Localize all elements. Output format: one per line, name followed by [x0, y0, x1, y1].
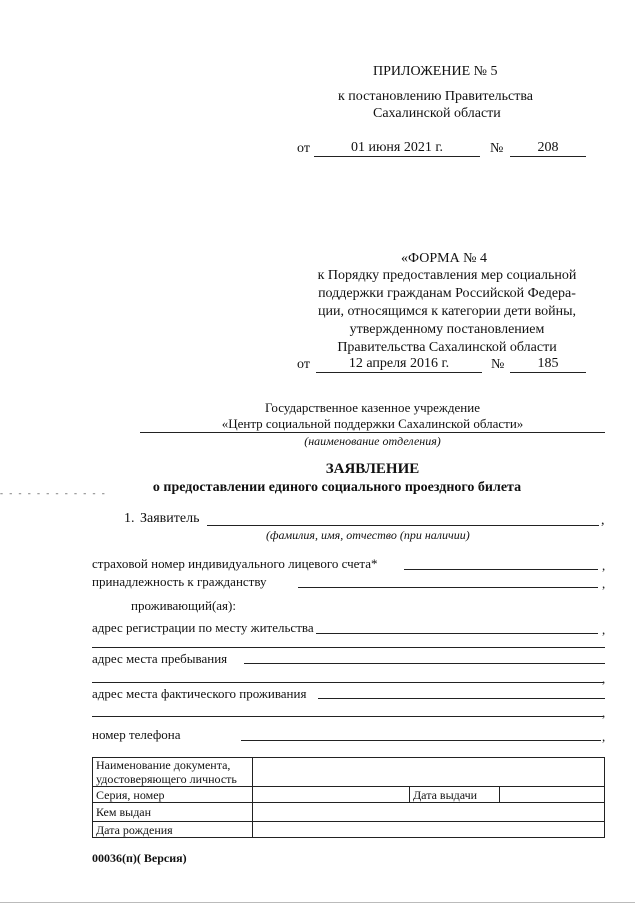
appendix-date-prefix: от — [297, 141, 310, 156]
appendix-line-1: к постановлению Правительства — [338, 89, 534, 104]
applicant-caption: (фамилия, имя, отчество (при наличии) — [266, 528, 470, 542]
actual-address-field-line-2[interactable] — [92, 716, 603, 717]
applicant-number: 1. — [124, 511, 135, 526]
stay-address-label: адрес места пребывания — [92, 651, 228, 666]
snils-field[interactable] — [404, 569, 598, 570]
appendix-title: ПРИЛОЖЕНИЕ № 5 — [373, 64, 498, 79]
table-row — [93, 758, 605, 787]
institution-line-2: «Центр социальной поддержки Сахалинской области» — [221, 416, 524, 431]
issued-by-cell[interactable] — [253, 803, 605, 822]
form-ref-num: 185 — [537, 356, 559, 371]
reg-address-label: адрес регистрации по месту жительства — [92, 620, 314, 635]
issue-date-label: Дата выдачи — [410, 787, 500, 803]
actual-address-field[interactable] — [318, 698, 605, 699]
stay-address-field-line-2[interactable] — [92, 682, 603, 683]
appendix-num-label: № — [490, 141, 504, 156]
residing-label: проживающий(ая): — [131, 598, 236, 613]
appendix-num: 208 — [537, 140, 559, 155]
id-document-table — [92, 757, 605, 838]
form-ref-date-prefix: от — [297, 357, 310, 372]
document-title: ЗАЯВЛЕНИЕ — [325, 461, 420, 477]
issued-by-label: Кем выдан — [93, 803, 253, 822]
appendix-num-underline — [510, 156, 586, 157]
applicant-field[interactable] — [207, 525, 599, 526]
institution-caption: (наименование отделения) — [304, 434, 441, 448]
birth-date-cell[interactable] — [253, 822, 605, 838]
applicant-comma: , — [601, 513, 605, 528]
form-ref-date: 12 апреля 2016 г. — [348, 356, 450, 371]
reg-address-comma: , — [602, 622, 606, 637]
citizenship-label: принадлежность к гражданству — [92, 574, 267, 589]
snils-label: страховой номер индивидуального лицевого счета* — [92, 556, 378, 571]
doc-name-label-line-2: удостоверяющего личность — [96, 772, 237, 786]
phone-field[interactable] — [241, 740, 601, 741]
series-label: Серия, номер — [93, 787, 253, 803]
margin-dashes: - - - - - - - - - - - - — [0, 488, 107, 498]
applicant-label: Заявитель — [140, 511, 200, 526]
stay-address-field[interactable] — [244, 663, 605, 664]
actual-address-comma: , — [602, 705, 606, 720]
form-ref-line: поддержки гражданам Российской Федера- — [318, 286, 576, 301]
page-bottom-edge — [0, 902, 635, 903]
reg-address-field[interactable] — [316, 633, 598, 634]
document-subtitle: о предоставлении единого социального проездного билета — [152, 480, 522, 495]
form-ref-num-underline — [510, 372, 586, 373]
appendix-date-underline — [314, 156, 480, 157]
appendix-date: 01 июня 2021 г. — [350, 140, 444, 155]
phone-label: номер телефона — [92, 727, 181, 742]
citizenship-field[interactable] — [298, 587, 598, 588]
doc-name-label-line-1: Наименование документа, — [96, 758, 231, 772]
phone-comma: , — [602, 729, 606, 744]
form-ref-date-underline — [316, 372, 482, 373]
form-ref-num-label: № — [491, 357, 505, 372]
reg-address-field-line-2[interactable] — [92, 647, 605, 648]
form-ref-line: утвержденному постановлением — [349, 322, 545, 337]
birth-date-label: Дата рождения — [93, 822, 253, 838]
form-ref-line: ции, относящимся к категории дети войны, — [318, 304, 576, 319]
form-ref-line: к Порядку предоставления мер социальной — [317, 268, 577, 283]
citizenship-comma: , — [602, 576, 606, 591]
actual-address-label: адрес места фактического проживания — [92, 686, 307, 701]
doc-name-label — [93, 758, 253, 787]
doc-name-cell[interactable] — [253, 758, 605, 787]
series-cell[interactable] — [253, 787, 410, 803]
form-code-text: 00036(п)( Версия) — [92, 851, 187, 865]
appendix-line-2: Сахалинской области — [373, 106, 501, 121]
table-row — [93, 787, 605, 803]
issue-date-cell[interactable] — [500, 787, 605, 803]
table-row — [93, 803, 605, 822]
form-code — [92, 851, 187, 866]
institution-underline — [140, 432, 605, 433]
snils-comma: , — [602, 558, 606, 573]
stay-address-comma: , — [602, 671, 606, 686]
institution-line-1: Государственное казенное учреждение — [265, 400, 480, 415]
table-row — [93, 822, 605, 838]
form-ref-line: Правительства Сахалинской области — [337, 340, 557, 355]
form-ref-title: «ФОРМА № 4 — [401, 251, 488, 266]
